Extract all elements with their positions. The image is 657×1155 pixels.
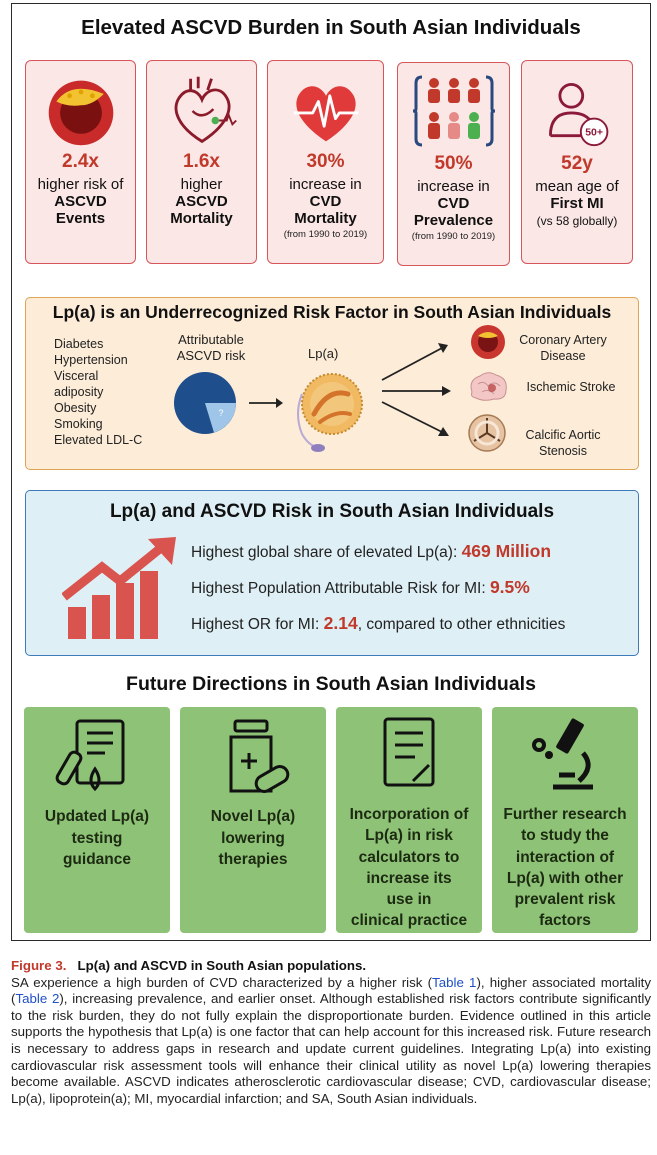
stat-value: 1.6x [183,151,220,172]
risk-factor: adiposity [54,385,104,399]
age-badge-text: 50+ [585,127,603,139]
figure-title: Lp(a) and ASCVD in South Asian populations. [77,958,367,973]
stat-line3: Prevalence [413,212,494,229]
risk-factor: Visceral [54,369,99,383]
stat-line2: ASCVD [54,193,107,210]
stat-card-ascvd-events [25,60,136,264]
lpa-ascvd-risk-panel [25,490,639,656]
outcome-arrows [376,336,454,446]
stat-line2: CVD [437,195,470,212]
stat-line3: Events [55,210,106,227]
risk-row-global-share: Highest global share of elevated Lp(a): 469 Million [191,541,552,561]
table1-link[interactable]: Table 1 [432,974,477,990]
future-card-calculators [336,707,482,933]
attributable-risk-label: Attributable ASCVD risk [176,332,246,363]
figure-number: Figure 3. [11,958,67,973]
pie-question-mark: ? [218,408,224,418]
section4-title: Future Directions in South Asian Individuals [126,673,536,695]
rising-bar-chart-icon [62,537,180,641]
outcome-coronary-artery-disease: Coronary Artery Disease [519,333,607,363]
microscope-icon [523,715,607,799]
risk-row-par-mi: Highest Population Attributable Risk for MI: 9.5% [191,577,530,597]
section2-title: Lp(a) is an Underrecognized Risk Factor in South Asian Individuals [52,302,612,322]
stat-sub: (from 1990 to 2019) [283,229,368,240]
stat-line1: mean age of [535,178,619,195]
risk-factor: Smoking [54,417,103,431]
medicine-bottle-icon [211,715,295,799]
stat-line3: Mortality [170,210,233,227]
risk-row-or-mi: Highest OR for MI: 2.14, compared to other ethnicities [191,613,566,633]
risk-factor: Elevated LDL-C [54,433,143,447]
outcome-ischemic-stroke: Ischemic Stroke [526,380,616,394]
document-list-icon [367,715,451,799]
arrow-right-icon [248,396,284,410]
outcome-calcific-aortic-stenosis: Calcific Aortic Stenosis [525,428,601,458]
future-card-therapies [180,707,326,933]
coronary-artery-icon [470,324,506,360]
risk-factor-list [54,336,142,448]
stat-line2: First MI [550,195,604,212]
stat-card-cvd-prevalence [397,62,510,266]
risk-factor: Diabetes [54,337,104,351]
stat-card-first-mi-age [521,60,633,264]
future-text: Further research to study the interaction of Lp(a) with other prevalent risk factors [503,806,627,930]
population-group-icon [412,69,496,153]
stat-value: 2.4x [62,151,99,172]
stat-line3: (vs 58 globally) [536,214,618,228]
future-card-research [492,707,638,933]
aortic-valve-icon [468,414,506,452]
figure-frame [11,3,651,941]
attributable-risk-pie [172,370,238,436]
stat-line1: higher risk of [37,176,124,193]
lpa-underrecognized-panel [25,297,639,470]
risk-factor: Obesity [54,401,97,415]
risk-value: 2.14 [323,613,358,633]
risk-value: 469 Million [461,541,552,561]
stat-line2: CVD [309,193,342,210]
stat-card-ascvd-mortality [146,60,257,264]
stat-card-cvd-mortality [267,60,384,264]
person-age-icon [539,73,615,149]
stat-line2: ASCVD [175,193,228,210]
stat-line1: increase in [417,178,490,195]
section1-title: Elevated ASCVD Burden in South Asian Individuals [81,16,581,39]
brain-icon [466,370,510,404]
section3-title: Lp(a) and ASCVD Risk in South Asian Individuals [109,501,555,522]
future-text: Incorporation of Lp(a) in risk calculators to increase its use in clinical practice [349,806,469,930]
artery-plaque-icon [43,73,119,149]
figure-caption: Figure 3. Lp(a) and ASCVD in South Asian populations. SA experience a high burden of CVD characterized by a higher risk (Table 1), higher associated mortality (Table 2), increasing prevalence, and earlier onset. Although established risk factors contribute significantly to the risk burden, they do not fully explain the disproportionate burden. Evidence outlined in this article supports the hypothesis that Lp(a) is one factor that can help account for this increased risk. Future research is necessary to address gaps in research and update current guidelines. Integrating Lp(a) into existing cardiovascular risk assessment tools will enhance their clinical utility as novel Lp(a) lowering therapies become available. ASCVD indicates atherosclerotic cardiovascular disease; CVD, cardiovascular disease; Lp(a), lipoprotein(a); MI, myocardial infarction; and SA, South Asian individuals. [11,958,651,1106]
future-text: Novel Lp(a) lowering therapies [210,808,296,868]
stat-sub: (from 1990 to 2019) [411,231,496,242]
heart-pulse-icon [288,73,364,149]
future-card-testing [24,707,170,933]
future-text: Updated Lp(a) testing guidance [44,808,150,868]
stat-value: 52y [561,153,593,174]
risk-value: 9.5% [489,577,530,597]
stat-value: 30% [306,151,345,172]
lpa-label: Lp(a) [308,346,339,361]
lpa-particle-icon [288,364,370,456]
stat-value: 50% [434,153,473,174]
risk-factor: Hypertension [54,353,128,367]
stat-line1: increase in [289,176,362,193]
heart-anatomy-icon [164,73,240,149]
test-document-icon [55,715,139,799]
table2-link[interactable]: Table 2 [15,991,60,1007]
stat-line3: Mortality [294,210,357,227]
stat-line1: higher [180,176,223,193]
